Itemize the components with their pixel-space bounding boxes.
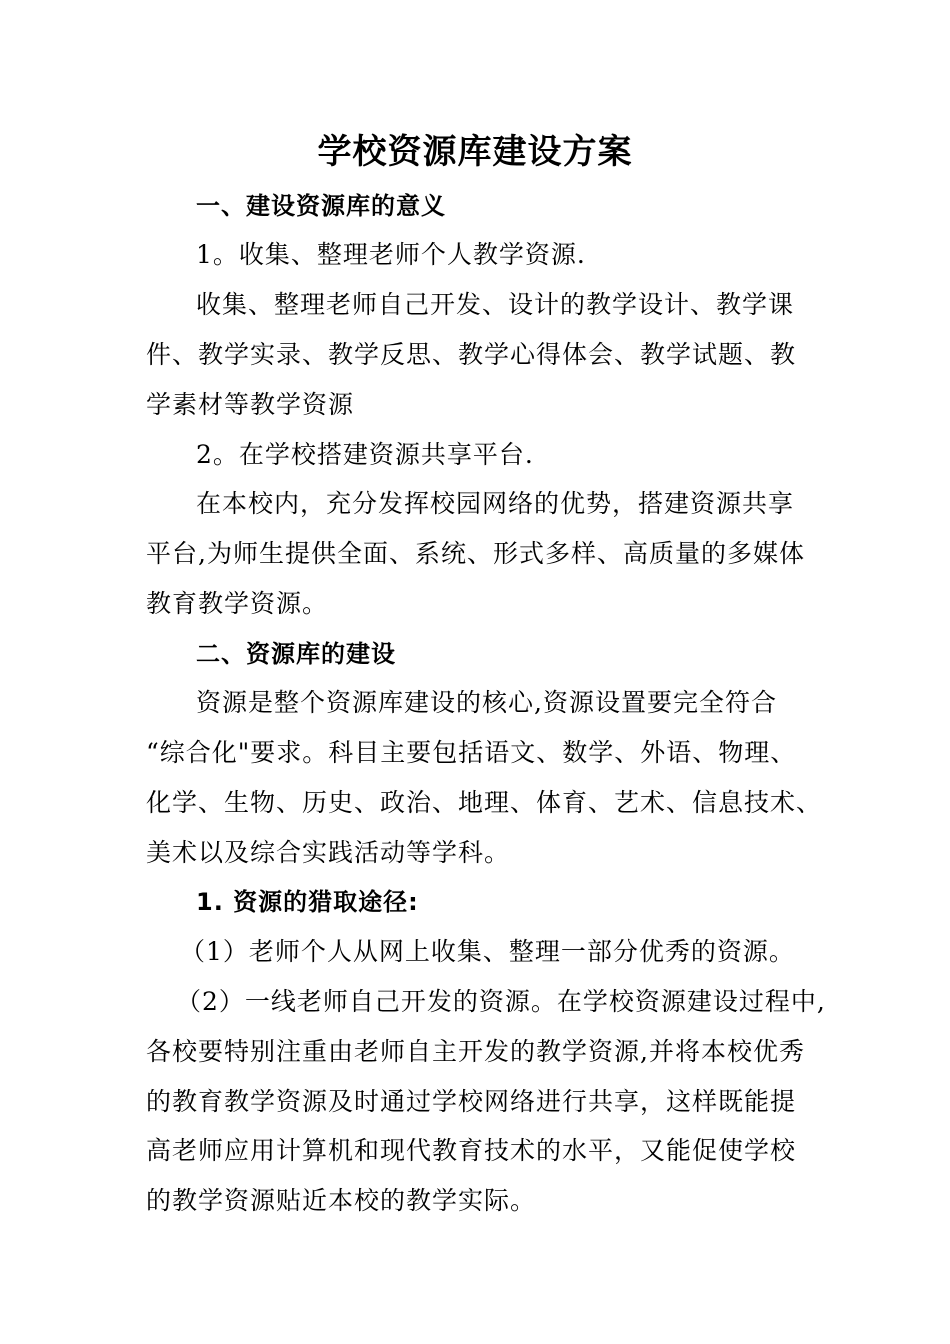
paragraph-line: 化学、生物、历史、政治、地理、体育、艺术、信息技术、 bbox=[146, 788, 823, 817]
paragraph-line: 的教育教学资源及时通过学校网络进行共享，这样既能提 bbox=[146, 1087, 797, 1116]
paragraph-line: 各校要特别注重由老师自主开发的教学资源,并将本校优秀 bbox=[146, 1037, 805, 1066]
paragraph-line: 的教学资源贴近本校的教学实际。 bbox=[146, 1186, 537, 1215]
list-item-online: （1）老师个人从网上收集、整理一部分优秀的资源。 bbox=[180, 937, 795, 966]
section-heading-significance: 一、建设资源库的意义 bbox=[196, 192, 446, 220]
paragraph-line: “综合化"要求。科目主要包括语文、数学、外语、物理、 bbox=[146, 738, 797, 767]
paragraph-line: 在本校内，充分发挥校园网络的优势，搭建资源共享 bbox=[196, 489, 795, 518]
list-item-platform: 2。在学校搭建资源共享平台. bbox=[196, 440, 534, 469]
list-item-collect: 1。收集、整理老师个人教学资源. bbox=[196, 240, 586, 269]
paragraph-line: 教育教学资源。 bbox=[146, 589, 329, 618]
subsection-heading-sources: 1. 资源的猎取途径: bbox=[196, 888, 419, 916]
paragraph-line: 学素材等教学资源 bbox=[146, 390, 355, 419]
paragraph-line: 收集、整理老师自己开发、设计的教学设计、教学课 bbox=[196, 290, 795, 319]
section-heading-construction: 二、资源库的建设 bbox=[196, 640, 396, 668]
paragraph-line: 高老师应用计算机和现代教育技术的水平，又能促使学校 bbox=[146, 1136, 797, 1165]
document-title: 学校资源库建设方案 bbox=[317, 132, 633, 172]
paragraph-line: 件、教学实录、教学反思、教学心得体会、教学试题、教 bbox=[146, 340, 797, 369]
paragraph-line: 资源是整个资源库建设的核心,资源设置要完全符合 bbox=[196, 688, 777, 717]
paragraph-line: 美术以及综合实践活动等学科。 bbox=[146, 838, 511, 867]
paragraph-line: 平台,为师生提供全面、系统、形式多样、高质量的多媒体 bbox=[146, 539, 805, 568]
paragraph-line: （2）一线老师自己开发的资源。在学校资源建设过程中, bbox=[176, 987, 826, 1016]
